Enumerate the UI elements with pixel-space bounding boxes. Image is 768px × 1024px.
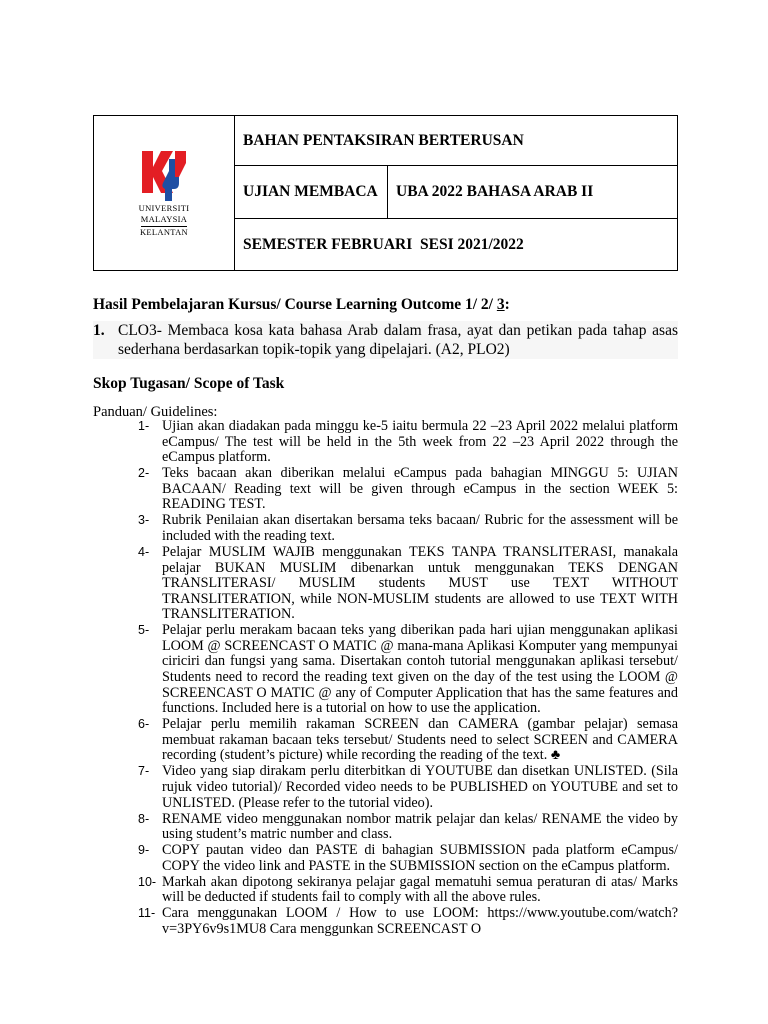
header-table [93,115,678,271]
list-item-number: 1- [138,419,150,433]
university-logo [94,149,234,238]
umk-logo-icon [139,149,189,203]
assessment-title: BAHAN PENTAKSIRAN BERTERUSAN [235,116,678,166]
guidelines-label: Panduan/ Guidelines: [93,404,218,420]
logo-text-malaysia: MALAYSIA [141,214,187,227]
list-item-number: 3- [138,513,150,528]
clo-heading [93,296,510,314]
list-item-text: Cara menggunakan LOOM / How to use LOOM: https://www.youtube.com/watch?v=3PY6v9s1MU8 Cara menggunkan SCREENCAST O [162,905,678,937]
clo-item [93,321,678,359]
list-item-number: 6- [138,717,150,732]
clo-heading-text: Hasil Pembelajaran Kursus/ Course Learning Outcome 1/ 2/ [93,296,497,313]
list-item-number: 7- [138,764,150,779]
list-item [138,545,678,623]
clo-text: CLO3- Membaca kosa kata bahasa Arab dalam frasa, ayat dan petikan pada tahap asas sederhana berdasarkan topik-topik yang dipelajari. (A2, PLO2) [118,322,678,358]
list-item [138,623,678,717]
list-item-number: 11- [138,906,156,921]
list-item-number: 4- [138,544,150,559]
list-item [138,513,678,544]
list-item [138,466,678,513]
list-item [138,764,678,811]
clo-number: 1. [93,322,105,339]
list-item-text: Video yang siap dirakam perlu diterbitkan di YOUTUBE dan disetkan UNLISTED. (Sila rujuk video tutorial)/ Recorded video needs to be PUBLISHED on YOUTUBE and set to UNLISTED. (Please refer to the tutorial video). [162,763,678,811]
list-item [138,812,678,843]
list-item-number: 10- [138,874,157,889]
list-item-text: Ujian akan diadakan pada minggu ke-5 iaitu bermula 22 –23 April 2022 melalui platform eCampus/ The test will be held in the 5th week from 22 –23 April 2022 through the eCampus platform. [162,418,678,466]
logo-text-kelantan: KELANTAN [139,226,188,237]
list-item-text: Pelajar MUSLIM WAJIB menggunakan TEKS TANPA TRANSLITERASI, manakala pelajar BUKAN MUSLIM dibenarkan untuk menggunakan TEKS DENGAN TRANSLITERASI/ MUSLIM students MUST use TEXT WITHOUT TRANSLITERATION, while NON-MUSLIM students are allowed to use TEXT WITH TRANSLITERATION. [162,543,678,623]
logo-text-universiti: UNIVERSITI [138,202,190,213]
clo-heading-selected: 3 [496,296,505,313]
list-item-text: Teks bacaan akan diberikan melalui eCampus pada bahagian MINGGU 5: UJIAN BACAAN/ Reading text will be given through eCampus in the section WEEK 5: READING TEST. [162,465,678,513]
list-item [138,419,678,466]
list-item [138,875,678,906]
course-name: UBA 2022 BAHASA ARAB II [388,166,678,219]
list-item-text: Markah akan dipotong sekiranya pelajar gagal mematuhi semua peraturan di atas/ Marks will be deducted if students fail to comply with all the above rules. [162,873,678,906]
list-item-number: 2- [138,466,150,481]
scope-heading: Skop Tugasan/ Scope of Task [93,375,285,392]
list-item-number: 9- [138,843,150,858]
guidelines-list [138,419,678,938]
semester-info: SEMESTER FEBRUARI SESI 2021/2022 [235,219,678,271]
exam-type: UJIAN MEMBACA [235,166,388,219]
list-item-text: RENAME video menggunakan nombor matrik pelajar dan kelas/ RENAME the video by using student’s matric number and class. [162,810,678,843]
list-item-text: COPY pautan video dan PASTE di bahagian SUBMISSION pada platform eCampus/ COPY the video link and PASTE in the SUBMISSION section on the eCampus platform. [162,842,678,874]
list-item [138,906,678,937]
list-item-number: 8- [138,811,150,826]
list-item-text: Pelajar perlu memilih rakaman SCREEN dan CAMERA (gambar pelajar) semasa membuat rakaman bacaan teks tersebut/ Students need to select SCREEN and CAMERA recording (student’s picture) while recording the reading of the text. ♣ [162,716,678,764]
list-item [138,843,678,874]
list-item-number: 5- [138,623,150,638]
list-item [138,717,678,764]
clo-heading-colon: : [504,296,510,313]
list-item-text: Pelajar perlu merakam bacaan teks yang diberikan pada hari ujian menggunakan aplikasi LOOM @ SCREENCAST O MATIC @ mana-mana Aplikasi Komputer yang mempunyai ciriciri dan fungsi yang sama. Disertakan contoh tutorial menggunakan aplikasi tersebut/ Students need to record the reading text given on the day of the test using the LOOM @ SCREENCAST O MATIC @ any of Computer Application that has the same features and functions. Included here is a tutorial on how to use the application. [162,622,678,717]
logo-cell [94,116,235,271]
list-item-text: Rubrik Penilaian akan disertakan bersama teks bacaan/ Rubric for the assessment will be included with the reading text. [162,512,678,544]
